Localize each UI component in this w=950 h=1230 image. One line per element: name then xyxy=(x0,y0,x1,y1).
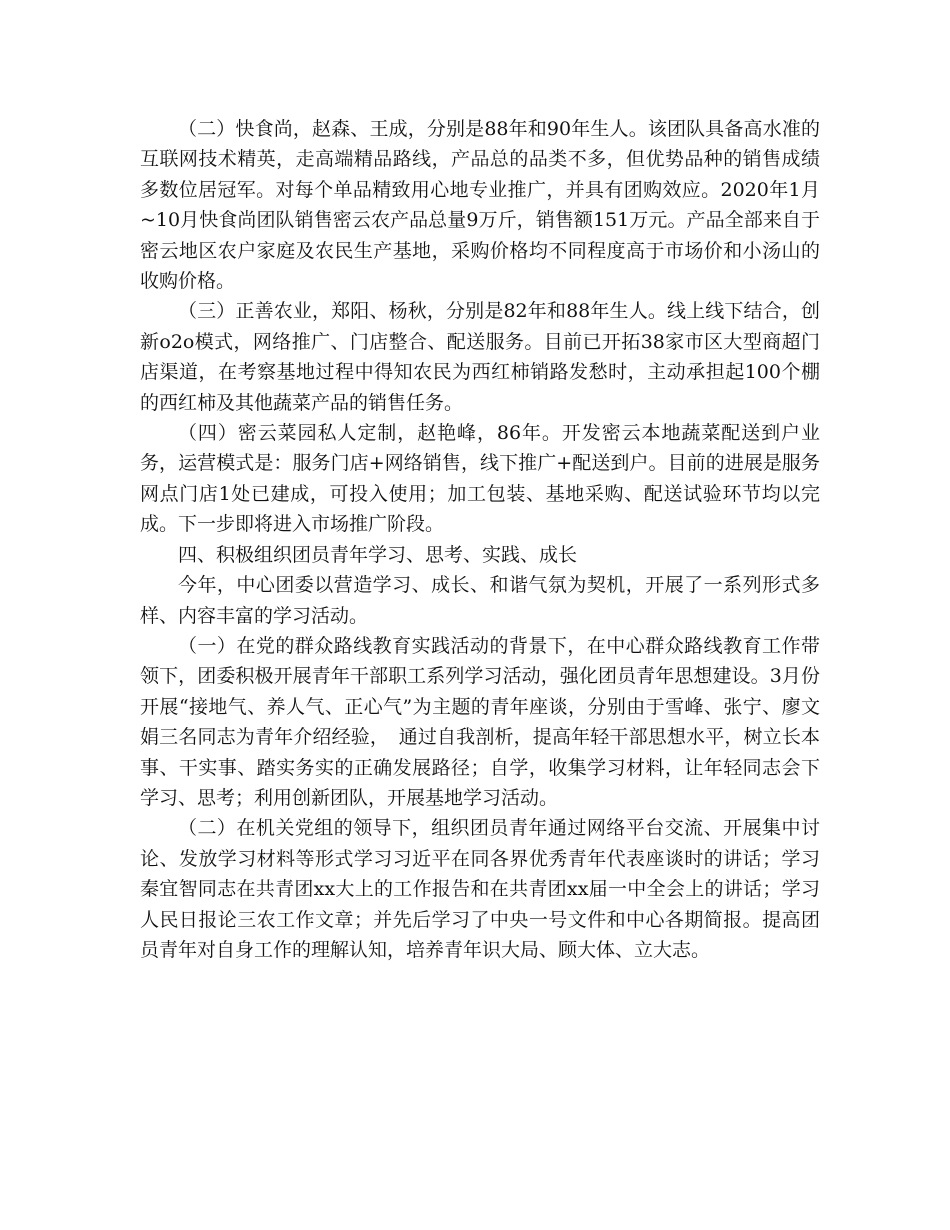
section-heading-four: 四、积极组织团员青年学习、思考、实践、成长 xyxy=(178,543,578,566)
paragraph-learning-two: （二）在机关党组的领导下，组织团员青年通过网络平台交流、开展集中讨论、发放学习材料等形式学习习近平在同各界优秀青年代表座谈时的讲话；学习秦宜智同志在共青团xx大上的工作报告和在共青团xx届一中全会上的讲话；学习人民日报论三农工作文章；并先后学习了中央一号文件和中心各期简报。提高团员青年对自身工作的理解认知，培养青年识大局、顾大体、立大志。 xyxy=(140,817,820,961)
paragraph-intro-learning: 今年，中心团委以营造学习、成长、和谐气氛为契机，开展了一系列形式多样、内容丰富的学习活动。 xyxy=(140,574,820,627)
paragraph-learning-one: （一）在党的群众路线教育实践活动的背景下，在中心群众路线教育工作带领下，团委积极开展青年干部职工系列学习活动，强化团员青年思想建设。3月份开展“接地气、养人气、正心气”为主题的青年座谈，分别由于雪峰、张宁、廖文娟三名同志为青年介绍经验， 通过自我剖析，提高年轻干部思想水平，树立长本事、干实事、踏实务实的正确发展路径；自学，收集学习材料，让年轻同志会下学习、思考；利用创新团队，开展基地学习活动。 xyxy=(140,634,820,809)
paragraph-miyun-garden: （四）密云菜园私人定制，赵艳峰，86年。开发密云本地蔬菜配送到户业务，运营模式是：服务门店+网络销售，线下推广+配送到户。目前的进展是服务网点门店1处已建成，可投入使用；加工包装、基地采购、配送试验环节均以完成。下一步即将进入市场推广阶段。 xyxy=(140,422,820,536)
paragraph-kuaishishang: （二）快食尚，赵森、王成，分别是88年和90年生人。该团队具备高水准的互联网技术精英，走高端精品路线，产品总的品类不多，但优势品种的销售成绩多数位居冠军。对每个单品精致用心地专业推广，并具有团购效应。2020年1月~10月快食尚团队销售密云农产品总量9万斤，销售额151万元。产品全部来自于密云地区农户家庭及农民生产基地，采购价格均不同程度高于市场价和小汤山的收购价格。 xyxy=(140,118,820,293)
paragraph-zhengshan-agriculture: （三）正善农业，郑阳、杨秋，分别是82年和88年生人。线上线下结合，创新o2o模式，网络推广、门店整合、配送服务。目前已开拓38家市区大型商超门店渠道，在考察基地过程中得知农民为西红柿销路发愁时，主动承担起100个棚的西红柿及其他蔬菜产品的销售任务。 xyxy=(140,300,820,414)
